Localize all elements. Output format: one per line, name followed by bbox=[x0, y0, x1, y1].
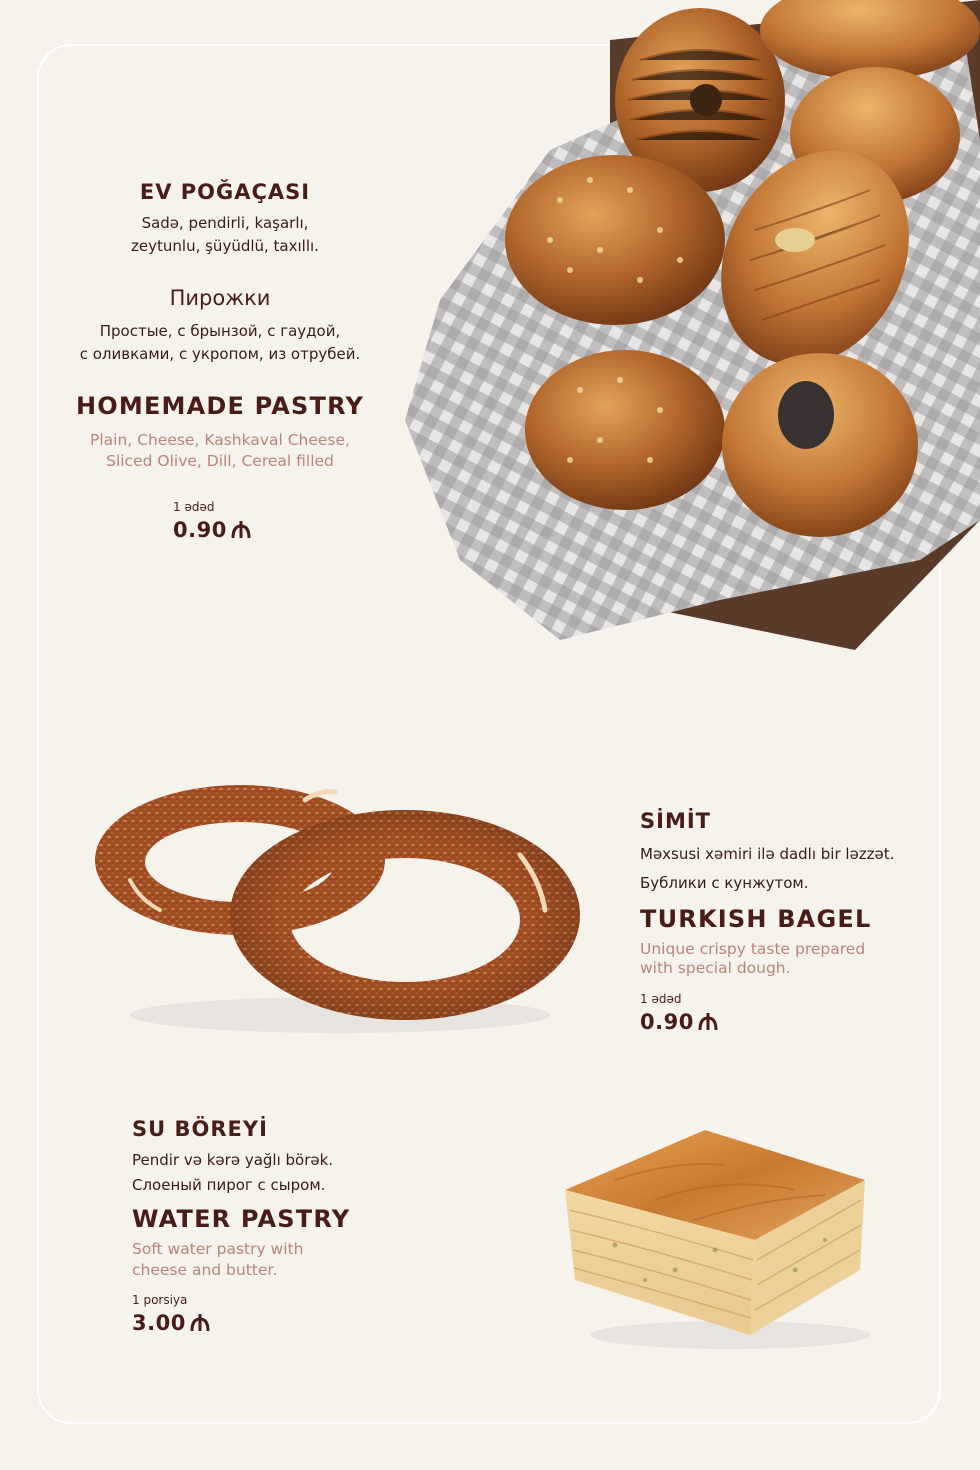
az-description: Məxsusi xəmiri ilə dadlı bir ləzzət. bbox=[640, 845, 895, 863]
az-title: EV POĞAÇASI bbox=[139, 180, 311, 204]
ru-title: Пирожки bbox=[169, 286, 271, 310]
unit-label: 1 ədəd bbox=[173, 500, 215, 514]
item-simit bbox=[640, 809, 950, 1034]
en-description-line: Plain, Cheese, Kashkaval Cheese, bbox=[90, 431, 350, 449]
ru-description: Слоеный пирог с сыром. bbox=[132, 1176, 326, 1194]
price bbox=[132, 1311, 452, 1335]
en-description-line: Unique crispy taste prepared bbox=[640, 940, 866, 958]
price-value: 0.90 bbox=[640, 1010, 694, 1034]
manat-sign-icon bbox=[697, 1012, 719, 1032]
en-description-line: Soft water pastry with bbox=[132, 1240, 304, 1258]
az-description-line: zeytunlu, şüyüdlü, taxıllı. bbox=[131, 237, 319, 255]
borek-image bbox=[555, 1120, 885, 1360]
price bbox=[173, 518, 252, 542]
price-value: 0.90 bbox=[173, 518, 227, 542]
en-title: HOMEMADE PASTRY bbox=[75, 392, 365, 420]
en-description-line: cheese and butter. bbox=[132, 1261, 278, 1279]
az-title: SU BÖREYİ bbox=[132, 1117, 268, 1141]
item-ev-pogacasi bbox=[70, 180, 380, 258]
ru-description: Бублики с кунжутом. bbox=[640, 874, 809, 892]
en-title: TURKISH BAGEL bbox=[640, 905, 872, 933]
en-title: WATER PASTRY bbox=[132, 1205, 351, 1233]
unit-label: 1 ədəd bbox=[640, 992, 682, 1006]
item-su-boreyi bbox=[132, 1117, 452, 1335]
az-title: SİMİT bbox=[640, 809, 711, 833]
en-description-line: Sliced Olive, Dill, Cereal filled bbox=[106, 452, 334, 470]
manat-sign-icon bbox=[230, 520, 252, 540]
manat-sign-icon bbox=[189, 1313, 211, 1333]
item-homemade-pastry bbox=[60, 392, 380, 472]
pastry-basket-image bbox=[400, 0, 980, 660]
simit-image bbox=[90, 770, 590, 1040]
unit-label: 1 porsiya bbox=[132, 1293, 188, 1307]
en-description-line: with special dough. bbox=[640, 959, 791, 977]
ru-description-line: Простые, с брынзой, с гаудой, bbox=[99, 322, 341, 340]
price-value: 3.00 bbox=[132, 1311, 186, 1335]
price-block bbox=[173, 500, 252, 542]
az-description-line: Sadə, pendirli, kaşarlı, bbox=[141, 214, 309, 232]
az-description: Pendir və kərə yağlı börək. bbox=[132, 1151, 334, 1169]
ru-description-line: с оливками, с укропом, из отрубей. bbox=[79, 345, 361, 363]
price bbox=[640, 1010, 950, 1034]
item-pirozhki bbox=[60, 286, 380, 366]
